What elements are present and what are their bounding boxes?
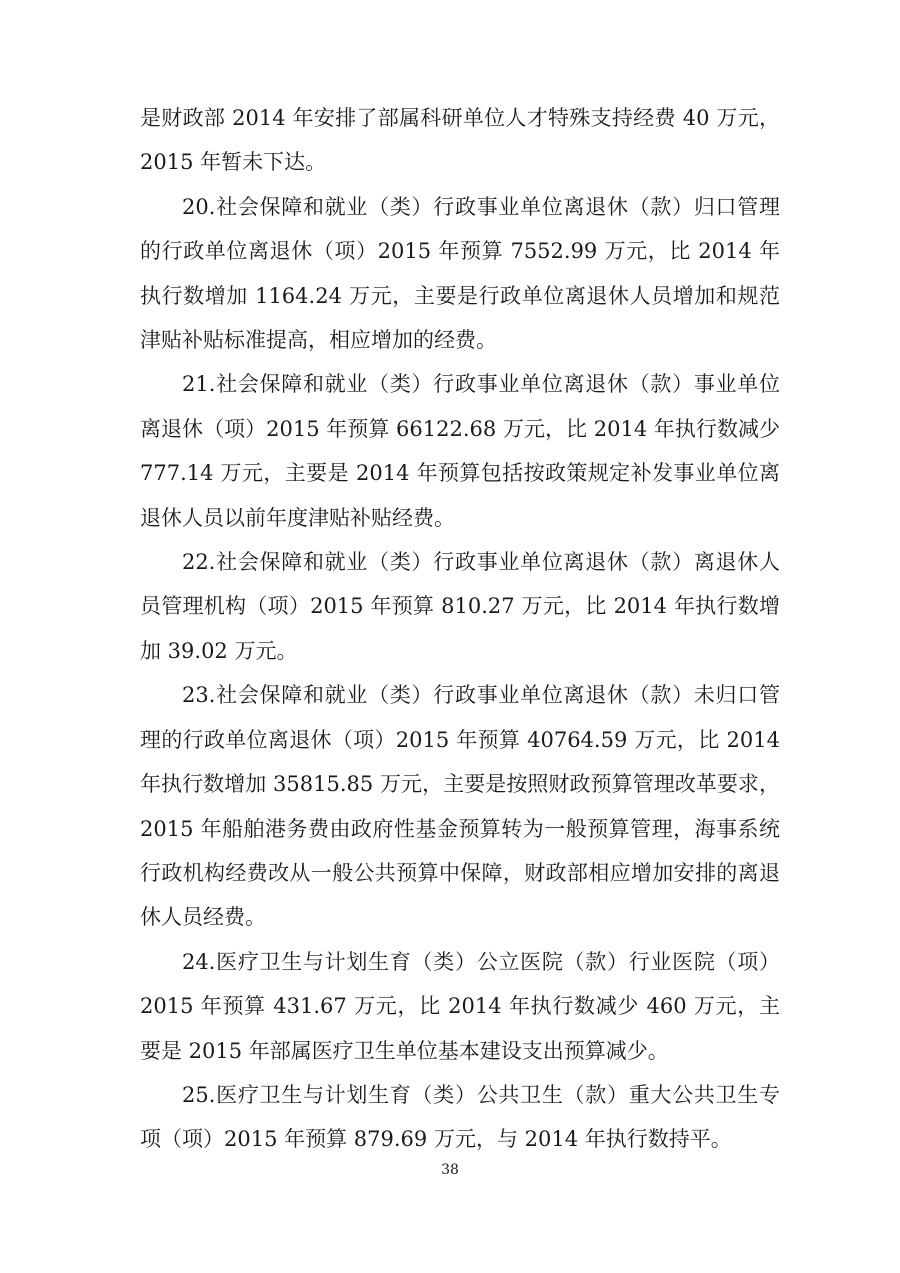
paragraph-item-22: 22.社会保障和就业（类）行政事业单位离退休（款）离退休人员管理机构（项）2015 年预算 810.27 万元，比 2014 年执行数增加 39.02 万元。 bbox=[140, 550, 780, 663]
paragraph-item-21: 21.社会保障和就业（类）行政事业单位离退休（款）事业单位离退休（项）2015 年预算 66122.68 万元，比 2014 年执行数减少 777.14 万元，主要是 2014 年预算包括按政策规定补发事业单位离退休人员以前年度津贴补贴经费。 bbox=[140, 372, 780, 530]
paragraph-item-25: 25.医疗卫生与计划生育（类）公共卫生（款）重大公共卫生专项（项）2015 年预算 879.69 万元，与 2014 年执行数持平。 bbox=[140, 1082, 780, 1152]
paragraph-item-24: 24.医疗卫生与计划生育（类）公立医院（款）行业医院（项）2015 年预算 431.67 万元，比 2014 年执行数减少 460 万元，主要是 2015 年部属医疗卫生单位基本建设支出预算减少。 bbox=[140, 949, 780, 1063]
paragraph-continuation: 是财政部 2014 年安排了部属科研单位人才特殊支持经费 40 万元，2015 年暂未下达。 bbox=[140, 106, 780, 175]
paragraph-item-23: 23.社会保障和就业（类）行政事业单位离退休（款）未归口管理的行政单位离退休（项）2015 年预算 40764.59 万元，比 2014 年执行数增加 35815.85 万元，主要是按照财政预算管理改革要求，2015 年船舶港务费由政府性基金预算转为一般预算管理，海事系统行政机构经费改从一般公共预算中保障，财政部相应增加安排的离退休人员经费。 bbox=[140, 683, 780, 930]
page-number: 38 bbox=[441, 1162, 459, 1178]
paragraph-item-20: 20.社会保障和就业（类）行政事业单位离退休（款）归口管理的行政单位离退休（项）2015 年预算 7552.99 万元，比 2014 年执行数增加 1164.24 万元，主要是行政单位离退休人员增加和规范津贴补贴标准提高，相应增加的经费。 bbox=[140, 194, 780, 353]
body-text bbox=[140, 96, 780, 1162]
